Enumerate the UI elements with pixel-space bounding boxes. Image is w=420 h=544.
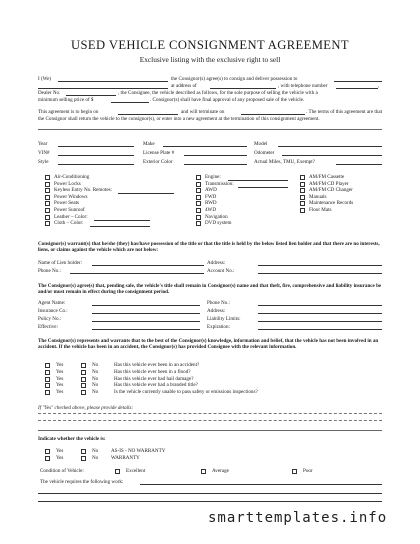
- accident-yes-checkbox-3[interactable]: [45, 383, 50, 388]
- lien-phone-label: Phone No.:: [38, 268, 61, 274]
- accident-yes-label-3: Yes: [56, 382, 64, 389]
- option-checkbox-col3-2[interactable]: [300, 188, 305, 193]
- condition-poor-label: Poor: [303, 468, 313, 474]
- option-checkbox-col3-1[interactable]: [300, 182, 305, 187]
- insurance-phone-field[interactable]: [258, 305, 382, 306]
- accident-yes-checkbox-2[interactable]: [45, 377, 50, 382]
- liability-limits-field[interactable]: [258, 321, 382, 322]
- term-begin-label: This agreement is to begin on: [38, 109, 99, 115]
- license-plate-label: License Plate #: [143, 150, 175, 156]
- accident-yes-checkbox-4[interactable]: [45, 390, 50, 395]
- condition-average-label: Average: [212, 468, 229, 474]
- warranty-no-label: No: [92, 455, 99, 461]
- accident-no-checkbox-4[interactable]: [81, 390, 86, 395]
- option-checkbox-col2-0[interactable]: [196, 175, 201, 180]
- condition-excellent-checkbox[interactable]: [115, 469, 120, 474]
- intro-we-label: I (We): [38, 76, 52, 82]
- consignee-name-field[interactable]: [334, 81, 382, 82]
- option-label-col3-5: Floor Mats: [309, 207, 332, 213]
- lien-account-field[interactable]: [258, 273, 382, 274]
- accident-no-checkbox-1[interactable]: [81, 370, 86, 375]
- option-checkbox-col3-4[interactable]: [300, 201, 305, 206]
- lien-address-field[interactable]: [258, 265, 382, 266]
- actual-miles-label: Actual Miles, TMU, Exempt?: [254, 159, 315, 165]
- accident-question-4: Is the vehicle currently unable to pass safety or emissions inspections?: [114, 389, 258, 396]
- option-label-col1-3: Power Windows: [54, 193, 88, 200]
- option-label-col3-4: Maintenance Records: [309, 200, 354, 207]
- details-line-2[interactable]: [38, 420, 382, 421]
- option-label-col3-1: AM/FM CD Player: [309, 180, 349, 187]
- year-label: Year: [38, 141, 48, 147]
- required-work-label: The vehicle requires the following work:: [40, 479, 124, 485]
- required-work-field[interactable]: [140, 484, 382, 485]
- option-checkbox-col2-1[interactable]: [196, 182, 201, 187]
- accident-question-0: Has this vehicle ever been in an accident?: [114, 362, 200, 368]
- effective-date-label: Effective:: [38, 324, 58, 330]
- option-checkbox-col1-5[interactable]: [45, 208, 50, 213]
- accident-question-3: Has this vehicle ever had a branded title?: [114, 382, 198, 389]
- accident-no-checkbox-3[interactable]: [81, 383, 86, 388]
- vin-label: VIN#: [38, 150, 50, 156]
- as-is-no-label: No: [92, 448, 99, 454]
- accident-yes-checkbox-1[interactable]: [45, 370, 50, 375]
- intro-dealer-label: Dealer No.: [38, 90, 61, 96]
- as-is-no-checkbox[interactable]: [81, 449, 86, 454]
- lien-holder-name-label: Name of Lien holder:: [38, 260, 82, 266]
- as-is-yes-label: Yes: [56, 448, 64, 454]
- option-field-col1-7[interactable]: [90, 226, 150, 227]
- term-terms-text: . The terms of this agreement are that: [306, 109, 383, 115]
- odometer-label: Odometer: [254, 150, 275, 156]
- accident-yes-checkbox-0[interactable]: [45, 363, 50, 368]
- warranty-heading: Indicate whether the vehicle is:: [38, 436, 106, 442]
- intro-vehicle-text: , the Consignee, the vehicle described as follows, for the sole purpose of selling the vehicle with a: [118, 90, 318, 96]
- warranty-yes-checkbox[interactable]: [45, 456, 50, 461]
- expiration-field[interactable]: [258, 329, 382, 330]
- option-label-col3-2: AM/FM CD Changer: [309, 187, 353, 194]
- insurance-address-field[interactable]: [258, 313, 382, 314]
- accident-yes-label-0: Yes: [56, 362, 64, 368]
- option-label-col3-0: AM/FM Cassette: [309, 174, 345, 180]
- accident-no-label-2: No: [92, 375, 99, 382]
- term-end-label: and will terminate on: [181, 109, 225, 115]
- accident-question-1: Has this vehicle ever been in a flood?: [114, 368, 191, 375]
- agent-name-label: Agent Name:: [38, 300, 66, 306]
- option-label-col2-1: Transmission:: [205, 180, 234, 187]
- accident-question-2: Has this vehicle ever had hail damage?: [114, 375, 194, 382]
- accident-statement: The Consignor(s) represents and warrants that to the best of the Consignor(s) knowledge, information and belief, that the vehicle has not been involved in an accident. If the vehicle has been in an accident, the Consignor(s) has provided Consignee with the relevant information.: [38, 338, 379, 351]
- consignee-address-line[interactable]: [38, 88, 168, 89]
- section-divider: [38, 129, 382, 130]
- option-checkbox-col1-1[interactable]: [45, 182, 50, 187]
- option-checkbox-col2-7[interactable]: [196, 221, 201, 226]
- option-label-col1-1: Power Locks: [54, 180, 81, 187]
- accident-no-label-1: No: [92, 368, 99, 375]
- required-work-line-3[interactable]: [38, 501, 382, 502]
- option-label-col1-2: Keyless Entry No. Remotes:: [54, 187, 113, 194]
- accident-no-label-3: No: [92, 382, 99, 389]
- section-divider-2: [38, 430, 382, 431]
- option-checkbox-col2-3[interactable]: [196, 195, 201, 200]
- option-checkbox-col1-4[interactable]: [45, 201, 50, 206]
- insurance-phone-label: Phone No.:: [207, 300, 230, 306]
- option-checkbox-col2-6[interactable]: [196, 215, 201, 220]
- lien-phone-field[interactable]: [70, 273, 204, 274]
- option-label-col2-0: Engine:: [205, 174, 221, 180]
- option-checkbox-col3-5[interactable]: [300, 208, 305, 213]
- option-checkbox-col1-7[interactable]: [45, 221, 50, 226]
- option-field-col2-0[interactable]: [228, 180, 288, 181]
- style-label: Style: [38, 159, 49, 165]
- option-label-col1-5: Power Sunroof: [54, 207, 85, 213]
- actual-miles-field[interactable]: [336, 164, 382, 165]
- option-field-col1-2[interactable]: [118, 193, 174, 194]
- intro-phone-label: , with telephone number: [278, 83, 328, 89]
- exterior-color-field[interactable]: [184, 164, 247, 165]
- insurance-company-field[interactable]: [92, 313, 200, 314]
- option-checkbox-col2-4[interactable]: [196, 201, 201, 206]
- effective-date-field[interactable]: [92, 329, 200, 330]
- intro-approval-text: . Consignor(s) shall have final approval of any proposed sale of the vehicle.: [150, 97, 305, 103]
- warranty-yes-label: Yes: [56, 455, 64, 461]
- intro-address-label: at address of: [171, 83, 197, 89]
- option-checkbox-col3-3[interactable]: [300, 195, 305, 200]
- license-plate-field[interactable]: [184, 155, 247, 156]
- odometer-field[interactable]: [282, 155, 382, 156]
- accident-yes-label-4: Yes: [56, 389, 64, 396]
- insurance-address-label: Address:: [207, 308, 226, 314]
- lien-address-label: Address:: [207, 260, 226, 266]
- required-work-line-2[interactable]: [38, 493, 382, 494]
- condition-poor-checkbox[interactable]: [292, 469, 297, 474]
- watermark-footer: smarttemplates.info: [208, 510, 388, 526]
- lien-account-label: Account No.:: [207, 268, 235, 274]
- agent-name-field[interactable]: [92, 305, 200, 306]
- style-field[interactable]: [58, 164, 134, 165]
- option-label-col2-6: Navigation: [205, 213, 228, 220]
- insurance-company-label: Insurance Co.:: [38, 308, 68, 314]
- warranty-no-checkbox[interactable]: [81, 456, 86, 461]
- document-subtitle: Exclusive listing with the exclusive right to sell: [139, 55, 281, 64]
- exterior-color-label: Exterior Color: [143, 159, 173, 165]
- accident-no-checkbox-2[interactable]: [81, 377, 86, 382]
- accident-yes-label-2: Yes: [56, 375, 64, 382]
- option-checkbox-col1-2[interactable]: [45, 188, 50, 193]
- option-checkbox-col1-0[interactable]: [45, 175, 50, 180]
- option-label-col1-6: Leather – Color:: [54, 213, 88, 220]
- make-label: Make: [143, 141, 155, 147]
- option-checkbox-col1-6[interactable]: [45, 215, 50, 220]
- lien-statement: Consignor(s) warrant(s) that he/she (they) has/have possession of the title or that the title is held by the below listed lien holder and that there are no interests, liens, or claims against the vehicle which are not below:: [38, 241, 380, 254]
- details-line-1[interactable]: [38, 413, 382, 414]
- year-field[interactable]: [58, 146, 134, 147]
- option-label-col2-5: 4WD: [205, 207, 217, 213]
- option-label-col2-7: DVD system: [205, 220, 232, 227]
- option-checkbox-col1-3[interactable]: [45, 195, 50, 200]
- option-checkbox-col3-0[interactable]: [300, 175, 305, 180]
- begin-date-field[interactable]: [118, 114, 178, 115]
- condition-average-checkbox[interactable]: [201, 469, 206, 474]
- condition-excellent-label: Excellent: [126, 468, 146, 474]
- as-is-yes-checkbox[interactable]: [45, 449, 50, 454]
- consignment-agreement-page: USED VEHICLE CONSIGNMENT AGREEMENT Exclusive listing with the exclusive right to sell I (We) the Consignor(s) agree(s) to consign and deliver possession to at address of , with telephone number , Dealer No. , the Consignee, the vehicle described as follows, for the sole purpose of selling the vehicle with a minimum selling price of $ . Consignor(s) shall have final approval of any proposed sale of the vehicle. This agreement is to begin on and will terminate on . The terms of this agreement are that the Consignor shall return the vehicle to the consignor(s), or enter into a new agreement at the termination of this consignment agreement. Year Make Model VIN# License Plate # Odometer Style Exterior Color Actual Miles, TMU, Exempt? Air-Conditioning Power Locks Keyless Entry No. Remotes: Power Windows Power Seats Power Sunroof Leather – Color: Cloth – Color: Engine: Transmission: AWD FWD RWD 4WD Navigation DVD system AM/FM Cassette AM/FM CD Player AM/FM CD Changer Manuals Maintenance Records Floor Mats Consignor(s) warrant(s) that he/she (they) has/have possession of the title or that the title is held by the below listed lien holder and that there are no interests, liens, or claims against the vehicle which are not below: Name of Lien holder: Phone No.: Address: Account No.: The Consignor(s) agree(s) that, pending sale, the vehicle's title shall remain in Consignor(s) name and that theft, fire, comprehensive and liability insurance be and/or must remain in effect during the consignment period. Agent Name: Insurance Co.: Policy No.: Effective: Phone No.: Address: Liability Limits: Expiration: The Consignor(s) represents and warrants that to the best of the Consignor(s) knowledge, information and belief, that the vehicle has not been involved in an accident. If the vehicle has been in an accident, the Consignor(s) has provided Consignee with the relevant information. Yes No Has this vehicle ever been in an accident? Yes No Has this vehicle ever been in a flood? Yes No Has this vehicle ever had hail damage? Yes No Has this vehicle ever had a branded title? Yes No Is the vehicle currently unable to pass safety or emissions inspections? If "Yes" checked above, please provide details: Indicate whether the vehicle is: Yes No AS-IS - NO WARRANTY Yes No WARRANTY Condition of Vehicle: Excellent Average Poor The vehicle requires the following work: smarttemplates.info: [0, 0, 420, 544]
- accident-yes-label-1: Yes: [56, 368, 64, 375]
- accident-no-checkbox-0[interactable]: [81, 363, 86, 368]
- expiration-label: Expiration:: [207, 324, 230, 330]
- option-label-col3-3: Manuals: [309, 193, 327, 200]
- intro-consign-text: the Consignor(s) agree(s) to consign and deliver possession to: [171, 76, 298, 82]
- option-label-col2-2: AWD: [205, 187, 217, 194]
- term-return-text: the Consignor shall return the vehicle to the consignor(s), or enter into a new agreement at the termination of this consignment agreement.: [38, 116, 320, 122]
- consignee-phone-field[interactable]: [336, 88, 378, 89]
- dealer-number-field[interactable]: [66, 95, 116, 96]
- model-label: Model: [254, 141, 268, 147]
- consignor-name-field[interactable]: [58, 81, 168, 82]
- as-is-label: AS-IS - NO WARRANTY: [111, 448, 166, 454]
- option-label-col1-4: Power Seats: [54, 200, 80, 207]
- option-checkbox-col2-5[interactable]: [196, 208, 201, 213]
- end-date-field[interactable]: [241, 114, 305, 115]
- option-label-col2-3: FWD: [205, 193, 217, 200]
- accident-no-label-4: No: [92, 389, 99, 396]
- consignee-address-field[interactable]: [210, 88, 276, 89]
- liability-limits-label: Liability Limits:: [207, 316, 241, 322]
- accident-no-label-0: No: [92, 362, 99, 368]
- make-field[interactable]: [163, 146, 247, 147]
- min-price-field[interactable]: [111, 102, 149, 103]
- option-field-col2-1[interactable]: [238, 187, 288, 188]
- intro-min-price-label: minimum selling price of $: [38, 97, 94, 103]
- policy-number-label: Policy No.:: [38, 316, 62, 322]
- model-field[interactable]: [278, 146, 382, 147]
- policy-number-field[interactable]: [92, 321, 200, 322]
- warranty-label: WARRANTY: [111, 455, 140, 461]
- option-label-col1-0: Air-Conditioning: [54, 174, 90, 180]
- option-label-col1-7: Cloth – Color:: [54, 220, 84, 227]
- option-field-col1-6[interactable]: [94, 220, 150, 221]
- option-label-col2-4: RWD: [205, 200, 217, 207]
- lien-holder-name-field[interactable]: [92, 265, 204, 266]
- option-checkbox-col2-2[interactable]: [196, 188, 201, 193]
- condition-label: Condition of Vehicle:: [40, 468, 84, 474]
- vin-field[interactable]: [58, 155, 134, 156]
- insurance-statement: The Consignor(s) agree(s) that, pending sale, the vehicle's title shall remain in Consignor(s) name and that theft, fire, comprehensive and liability insurance be and/or must remain in effect during the consignment period.: [38, 283, 382, 296]
- accident-details-label: If "Yes" checked above, please provide details:: [38, 405, 134, 411]
- document-title: USED VEHICLE CONSIGNMENT AGREEMENT: [71, 38, 349, 52]
